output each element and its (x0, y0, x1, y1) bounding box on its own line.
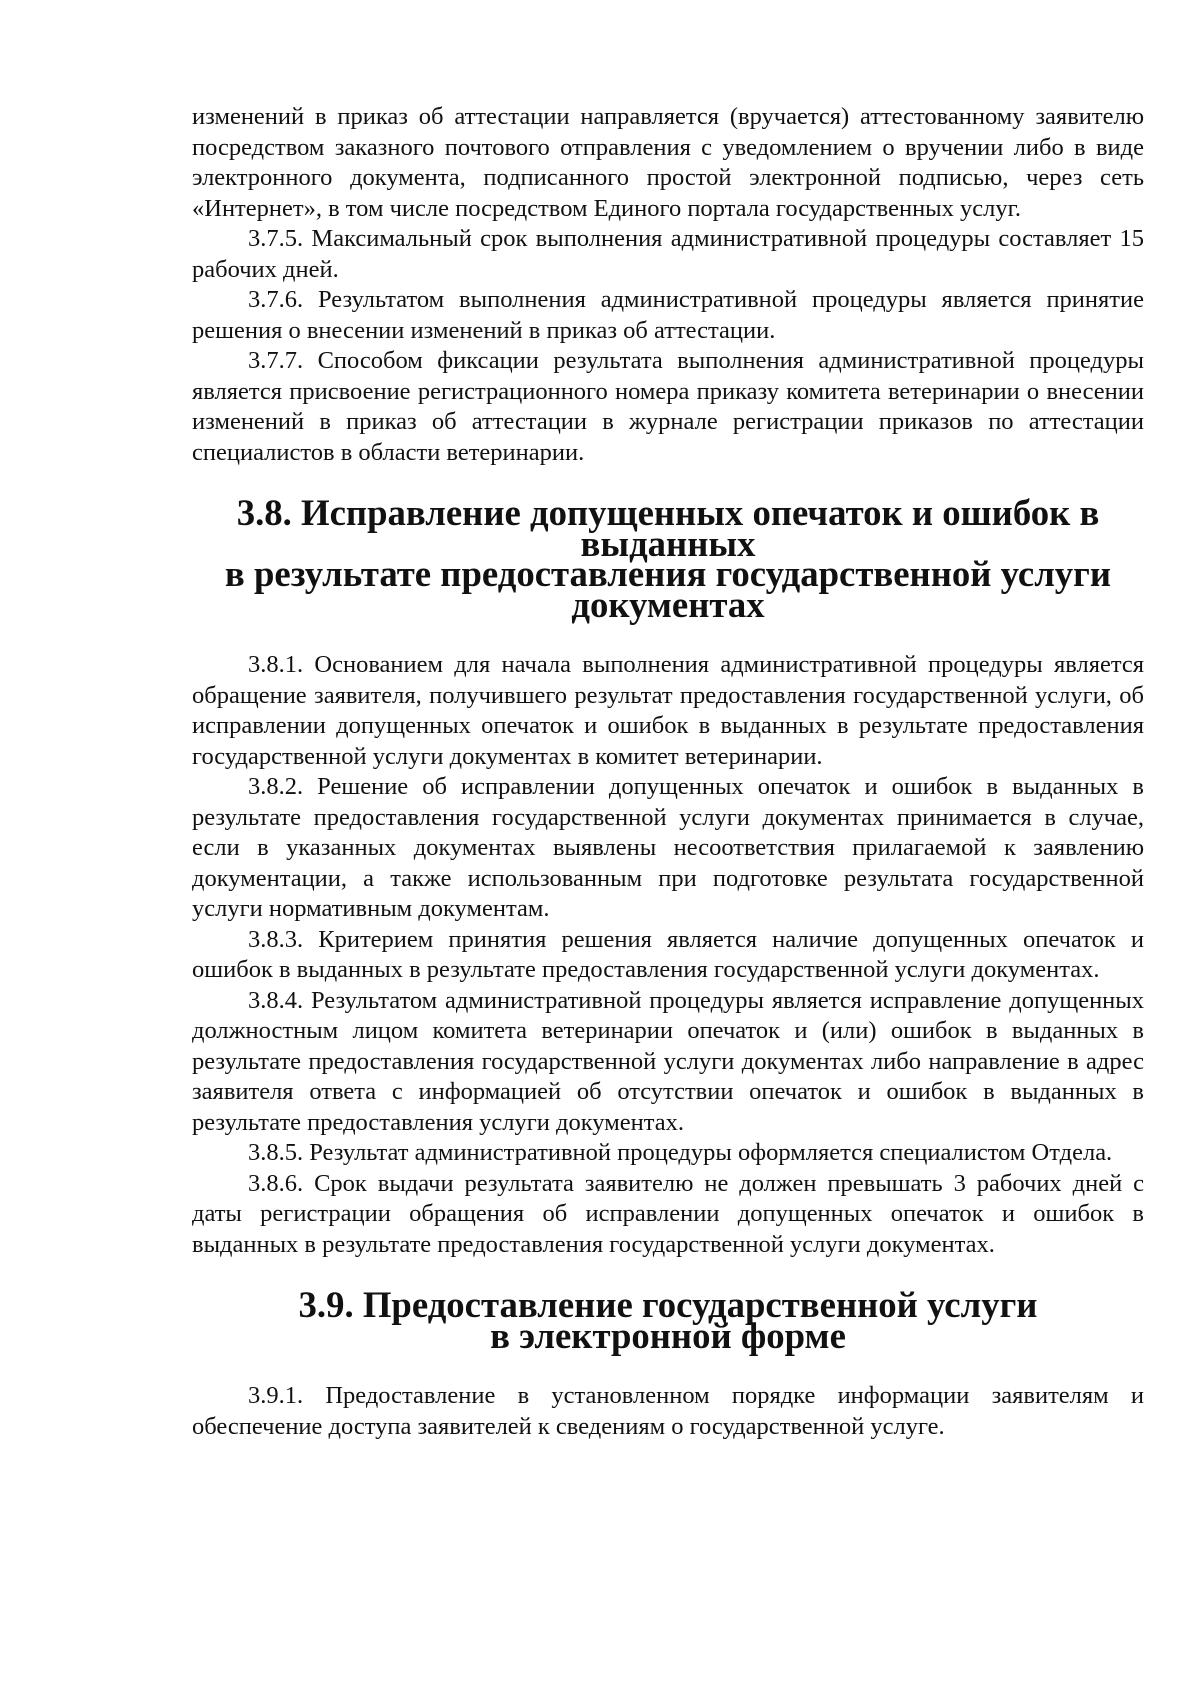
paragraph-3-9-1: 3.9.1. Предоставление в установленном порядке информации заявителям и обеспечение доступа заявителей к сведениям о государственной услуге. (192, 1382, 1144, 1440)
section-3-8-heading-line-2: в результате предоставления государственной услуги (224, 553, 1112, 594)
intro-paragraph: изменений в приказ об аттестации направляется (вручается) аттестованному заявителю посредством заказного почтового отправления с уведомлением о вручении либо в виде электронного документа, подписанного простой электронной подписью, через сеть «Интернет», в том числе посредством Единого портала государственных услуг. (192, 103, 1144, 222)
spacer (192, 620, 1144, 650)
section-3-8-heading-line-1: 3.8. Исправление допущенных опечаток и ошибок в выданных (236, 492, 1100, 564)
section-3-8-heading (192, 492, 1144, 625)
paragraph-3-8-5: 3.8.5. Результат административной процедуры оформляется специалистом Отдела. (248, 1139, 1113, 1166)
document-page (192, 102, 1144, 1442)
paragraph-3-8-4: 3.8.4. Результатом административной процедуры является исправление допущенных должностным лицом комитета ветеринарии опечаток и (или) ошибок в выданных в результате предоставления государственной услуги документах либо направление в адрес заявителя ответа с информацией об отсутствии опечаток и ошибок в выданных в результате предоставления услуги документах. (192, 986, 1144, 1136)
paragraph-3-8-2: 3.8.2. Решение об исправлении допущенных опечаток и ошибок в выданных в результате предоставления государственной услуги документах принимается в случае, если в указанных документах выявлены несоответствия прилагаемой к заявлению документации, а также использованным при подготовке результата государственной услуги нормативным документам. (192, 773, 1144, 922)
section-3-9-heading-line-2: в электронной форме (490, 1314, 846, 1356)
paragraph-3-7-6: 3.7.6. Результатом выполнения административной процедуры является принятие решения о внесении изменений в приказ об аттестации. (192, 286, 1144, 344)
paragraph-3-7-7: 3.7.7. Способом фиксации результата выполнения административной процедуры является присвоение регистрационного номера приказу комитета ветеринарии о внесении изменений в приказ об аттестации в журнале регистрации приказов по аттестации специалистов в области ветеринарии. (192, 347, 1144, 466)
paragraph-3-8-3: 3.8.3. Критерием принятия решения является наличие допущенных опечаток и ошибок в выданных в результате предоставления государственной услуги документах. (192, 925, 1144, 983)
spacer (192, 1351, 1144, 1381)
section-3-8-heading-line-3: документах (571, 583, 765, 625)
paragraph-3-8-1: 3.8.1. Основанием для начала выполнения административной процедуры является обращение заявителя, получившего результат предоставления государственной услуги, об исправлении допущенных опечаток и ошибок в выданных в результате предоставления государственной услуги документах в комитет ветеринарии. (192, 651, 1144, 770)
paragraph-3-7-5: 3.7.5. Максимальный срок выполнения административной процедуры составляет 15 рабочих дней. (192, 225, 1144, 283)
section-3-9-heading (192, 1284, 1144, 1356)
section-3-9-heading-line-1: 3.9. Предоставление государственной услуги (298, 1284, 1038, 1325)
paragraph-3-8-6: 3.8.6. Срок выдачи результата заявителю не должен превышать 3 рабочих дней с даты регистрации обращения об исправлении допущенных опечаток и ошибок в выданных в результате предоставления государственной услуги документах. (192, 1169, 1144, 1258)
